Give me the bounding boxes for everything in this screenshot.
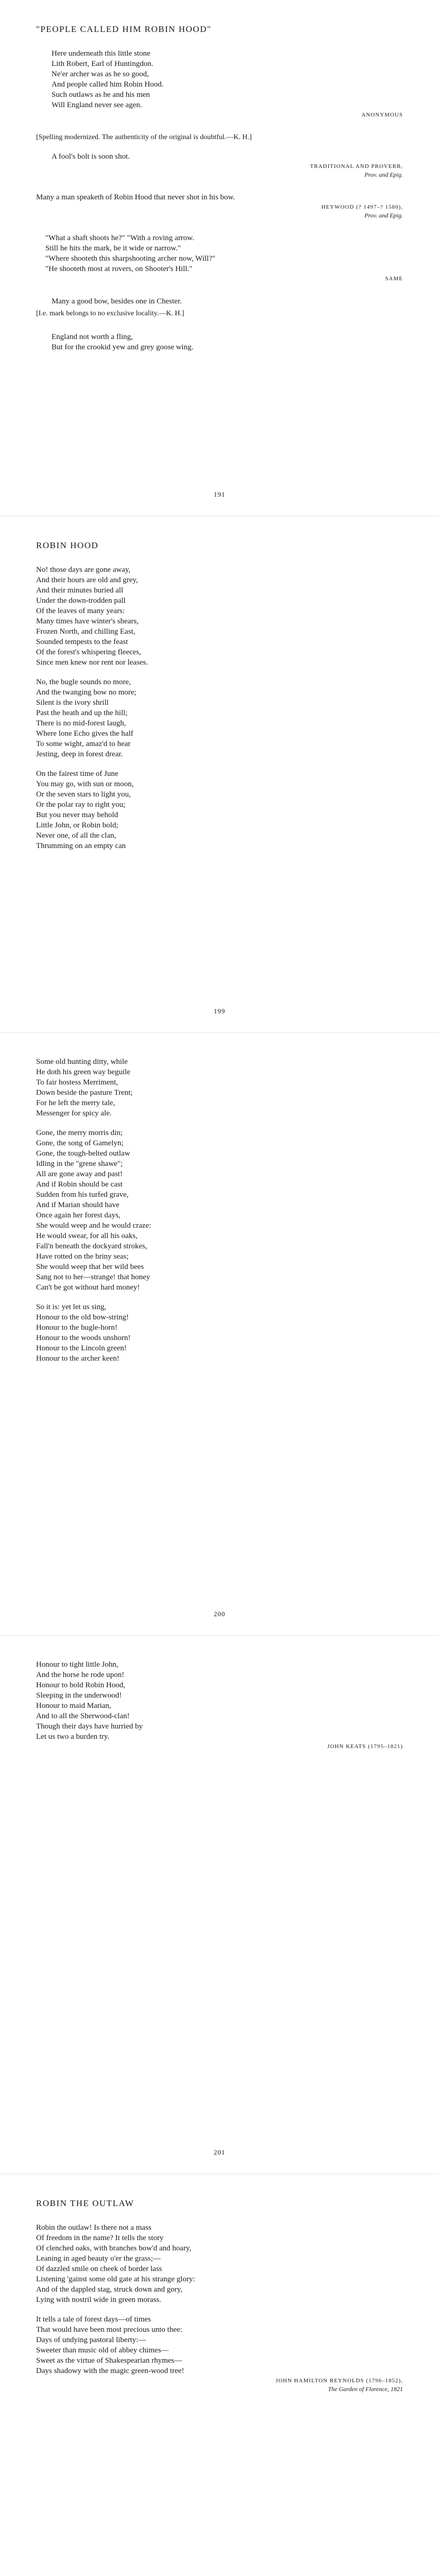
stanza: It tells a tale of forest days—of times That would have been most precious unto thee: Days of undying pastoral liberty:— Sweeter than music old of abbey chimes— Sweet as the virtue of Shakespearian rhymes— Days shadowy with the magic green-wood tree! JOHN HAMILTON REYNOLDS (1796–1852), The Garden of Florence, 1821: [36, 2315, 403, 2393]
stanza: Robin the outlaw! Is there not a mass Of freedom in the name? It tells the story Of clenched oaks, with branches bow'd and hoary, Leaning in aged beauty o'er the grass;— Of dazzled smile on cheek of border lass Listening 'gainst some old gate at his strange glory: And of the dappled stag, struck down and gory, Lying with nostril wide in green morass.: [36, 2224, 195, 2304]
stanza: On the fairest time of June You may go, with sun or moon, Or the seven stars to light you, Or the polar ray to right you; But you never may behold Little John, or Robin bold; Never one, of all the clan, Thrumming on an empty can: [36, 770, 134, 850]
book-page-191: [0, 0, 439, 516]
attribution-source: Prov. and Epig.: [364, 171, 403, 178]
editor-note: [Spelling modernized. The authenticity of the original is doubtful.—K. H.]: [36, 133, 252, 141]
attribution: SAME: [385, 276, 403, 282]
page-number: 201: [213, 2148, 226, 2156]
stanza: Some old hunting ditty, while He doth his green way beguile To fair hostess Merriment, Down beside the pasture Trent; For he left the merry tale, Messenger for spicy ale.: [36, 1058, 133, 1117]
attribution-source: Prov. and Epig.: [364, 212, 403, 219]
editor-note: [I.e. mark belongs to no exclusive locality.—K. H.]: [36, 310, 184, 317]
book-page-199: [0, 516, 439, 1033]
proverb-chester: Many a good bow, besides one in Chester. [I.e. mark belongs to no exclusive locality.—K. H.]: [36, 296, 403, 318]
poem-title: "PEOPLE CALLED HIM ROBIN HOOD": [36, 24, 212, 34]
stanza: So it is: yet let us sing, Honour to the old bow-string! Honour to the bugle-horn! Honour to the woods unshorn! Honour to the Lincoln green! Honour to the archer keen!: [36, 1303, 131, 1363]
attribution: JOHN KEATS (1795–1821): [327, 1743, 403, 1750]
book-page-201: [0, 1636, 439, 2174]
dialogue-verse: "What a shaft shoots he?" "With a roving arrow. Still he hits the mark, be it wide or narrow." "Where shooteth this sharpshooting archer now, Will?" "He shooteth most at rovers, on Shooter's Hill." SAME: [36, 233, 403, 283]
proverb-fools-bolt: A fool's bolt is soon shot. TRADITIONAL AND PROVERB, Prov. and Epig.: [36, 151, 403, 179]
book-page-200: [0, 1033, 439, 1636]
page-number: 200: [213, 1610, 226, 1618]
page-number: 191: [213, 490, 226, 498]
poem-title: ROBIN HOOD: [36, 540, 99, 550]
attribution: JOHN HAMILTON REYNOLDS (1796–1852),: [275, 2378, 403, 2384]
stanza: Honour to tight little John, And the horse he rode upon! Honour to bold Robin Hood, Sleeping in the underwood! Honour to maid Marian, And to all the Sherwood-clan! Though their days have hurried by Let us two a burden try. JOHN KEATS (1795–1821): [36, 1660, 403, 1750]
stanza: No! those days are gone away, And their hours are old and grey, And their minutes buried all Under the down-trodden pall Of the leaves of many years: Many times have winter's shears, Frozen North, and chilling East, Sounded tempests to the feast Of the forest's whispering fleeces, Since men knew nor rent nor leases.: [36, 566, 148, 667]
proverb-england: England not worth a fling, But for the crookid yew and grey goose wing.: [52, 333, 194, 351]
attribution: TRADITIONAL AND PROVERB,: [310, 163, 403, 170]
book-page-202: [0, 2174, 439, 2576]
proverb-many-a-man: Many a man speaketh of Robin Hood that never shot in his bow. HEYWOOD (? 1497–? 1580), Prov. and Epig.: [36, 193, 403, 219]
attribution: HEYWOOD (? 1497–? 1580),: [321, 204, 403, 210]
epitaph-verse: Here underneath this little stone Lith Robert, Earl of Huntingdon. Ne'er archer was as he so good, And people called him Robin Hood. Such outlaws as he and his men Will England never see agen. ANONYMOUS: [36, 48, 403, 119]
stanza: Gone, the merry morris din; Gone, the song of Gamelyn; Gone, the tough-belted outlaw Idling in the "grene shawe"; All are gone away and past! And if Robin should be cast Sudden from his turfed grave, And if Marian should have Once again her forest days, She would weep and he would craze: He would swear, for all his oaks, Fall'n beneath the dockyard strokes, Have rotted on the briny seas; She would weep that her wild bees Sang not to her—strange! that honey Can't be got without hard money!: [36, 1129, 151, 1292]
attribution-source: The Garden of Florence, 1821: [328, 2385, 403, 2393]
poem-title: ROBIN THE OUTLAW: [36, 2198, 134, 2208]
page-number: 199: [213, 1007, 226, 1015]
stanza: No, the bugle sounds no more, And the twanging bow no more; Silent is the ivory shrill Past the heath and up the hill; There is no mid-forest laugh, Where lone Echo gives the half To some wight, amaz'd to hear Jesting, deep in forest drear.: [36, 678, 137, 758]
attribution: ANONYMOUS: [361, 112, 403, 118]
